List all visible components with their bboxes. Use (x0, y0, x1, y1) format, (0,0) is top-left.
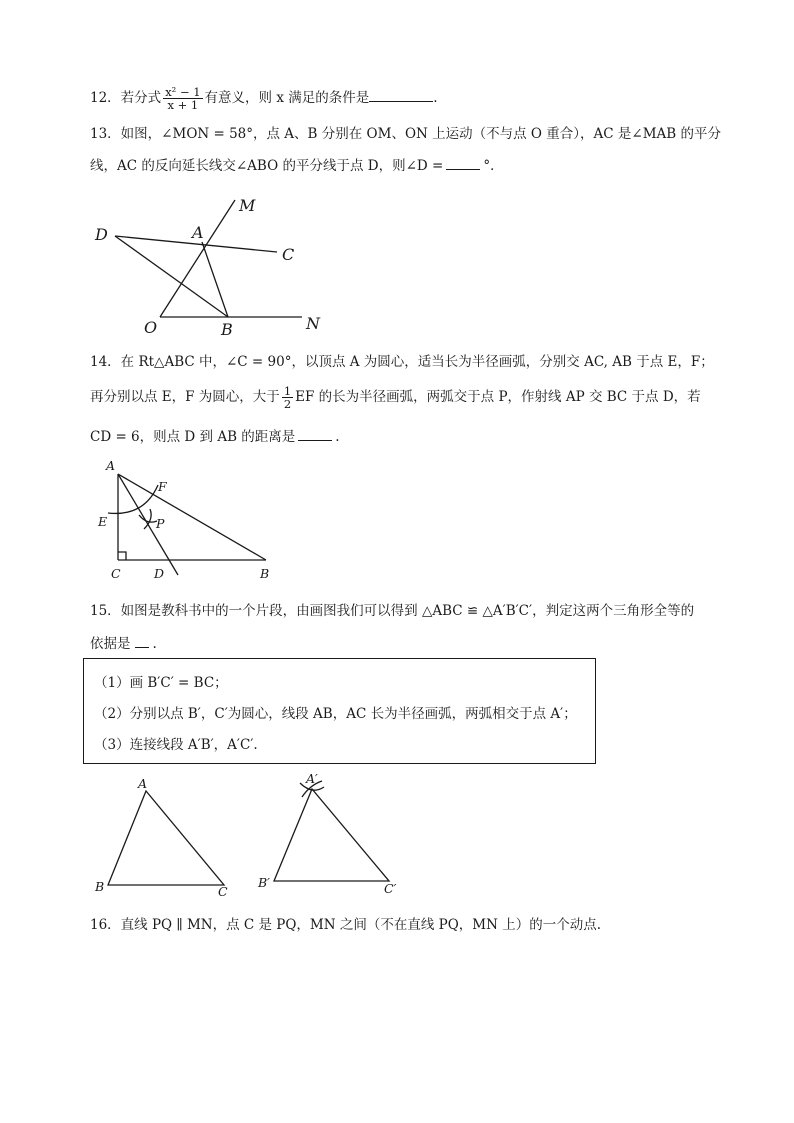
q13-ray-om (160, 200, 235, 317)
q15-label-a: A (138, 776, 148, 791)
question-14-line-3 (90, 426, 340, 447)
q14-label-c: C (111, 566, 121, 581)
q14-label-d: D (154, 566, 165, 581)
q15-line-2-text: 依据是 (90, 636, 131, 652)
q14-fraction-numerator: 1 (283, 384, 292, 398)
q15-triangle-a-prime (274, 789, 389, 881)
question-15-line-1: 15．如图是教科书中的一个片段，由画图我们可以得到 △ABC ≌ △A′B′C′，判定这两个三角形全等的 (90, 603, 695, 619)
q14-label-a: A (106, 458, 116, 473)
q15-label-a-prime: A′ (306, 773, 318, 786)
q14-answer-blank (298, 426, 332, 441)
question-13-line-1: 13．如图，∠MON = 58°，点 A、B 分别在 OM、ON 上运动（不与点 O 重合），AC 是∠MAB 的平分 (90, 126, 721, 142)
q15-step-3: （3）连接线段 A′B′，A′C′. (94, 737, 258, 753)
q15-label-c: C (218, 884, 228, 898)
q13-label-m: M (239, 196, 256, 215)
q13-label-d: D (95, 225, 108, 244)
q14-label-p: P (156, 516, 165, 531)
q14-fraction (282, 385, 293, 410)
question-12 (90, 86, 438, 111)
q12-answer-blank (369, 87, 433, 102)
q12-prefix: 12．若分式 (90, 90, 162, 106)
q13-label-b: B (221, 320, 233, 339)
q12-suffix: 有意义，则 x 满足的条件是 (204, 90, 370, 106)
q15-textbook-excerpt (83, 658, 596, 764)
q12-fraction-denominator: x + 1 (167, 98, 199, 112)
q13-label-a: A (192, 223, 204, 242)
q14-fraction-denominator: 2 (283, 397, 292, 411)
question-13-line-2 (90, 155, 504, 176)
q13-label-c: C (282, 245, 295, 264)
q14-label-f: F (158, 479, 167, 494)
q15-label-b: B (95, 879, 105, 894)
q14-arc-from-e (139, 515, 157, 522)
q13-label-n: N (306, 314, 320, 333)
q13-label-o: O (144, 318, 158, 337)
q13-line-db (115, 236, 228, 317)
q12-end: . (433, 90, 438, 106)
q14-right-angle-mark (118, 552, 126, 560)
q15-triangle-abc (108, 791, 224, 885)
q15-step-1: （1）画 B′C′ = BC； (94, 675, 228, 691)
q13-segment-ab (202, 242, 228, 317)
q12-fraction-numerator: x² − 1 (165, 85, 201, 99)
q13-answer-blank (446, 155, 480, 170)
q14-figure (92, 457, 292, 582)
q13-line-2-text: 线，AC 的反向延长线交∠ABO 的平分线于点 D，则∠D = (90, 158, 444, 174)
q14-line-2-text: 再分别以点 E，F 为圆心，大于 (90, 389, 280, 405)
question-15-line-2 (90, 633, 157, 654)
q14-line-3-end: . (335, 429, 340, 445)
q12-fraction (163, 86, 202, 111)
question-14-line-1: 14．在 Rt△ABC 中，∠C = 90°，以顶点 A 为圆心，适当长为半径画弧，分别交 AC, AB 于点 E，F； (90, 354, 714, 370)
q13-line-2-end: °． (483, 158, 504, 174)
q15-figure (90, 773, 420, 898)
q15-answer-blank (135, 633, 149, 648)
q15-label-c-prime: C′ (384, 881, 397, 896)
q15-label-b-prime: B′ (258, 875, 271, 890)
question-14-line-2 (90, 385, 701, 410)
q13-figure (90, 190, 350, 340)
question-16-line-1: 16．直线 PQ ∥ MN，点 C 是 PQ，MN 之间（不在直线 PQ，MN 上）的一个动点. (90, 917, 602, 933)
q14-label-b: B (260, 566, 270, 581)
q14-line-3-text: CD = 6，则点 D 到 AB 的距离是 (90, 429, 296, 445)
q15-line-2-end: . (152, 636, 157, 652)
q14-label-e: E (98, 514, 108, 529)
q14-line-2-rest: EF 的长为半径画弧，两弧交于点 P，作射线 AP 交 BC 于点 D，若 (295, 389, 701, 405)
q15-step-2: （2）分别以点 B′，C′为圆心，线段 AB，AC 长为半径画弧，两弧相交于点 A′； (94, 706, 577, 722)
